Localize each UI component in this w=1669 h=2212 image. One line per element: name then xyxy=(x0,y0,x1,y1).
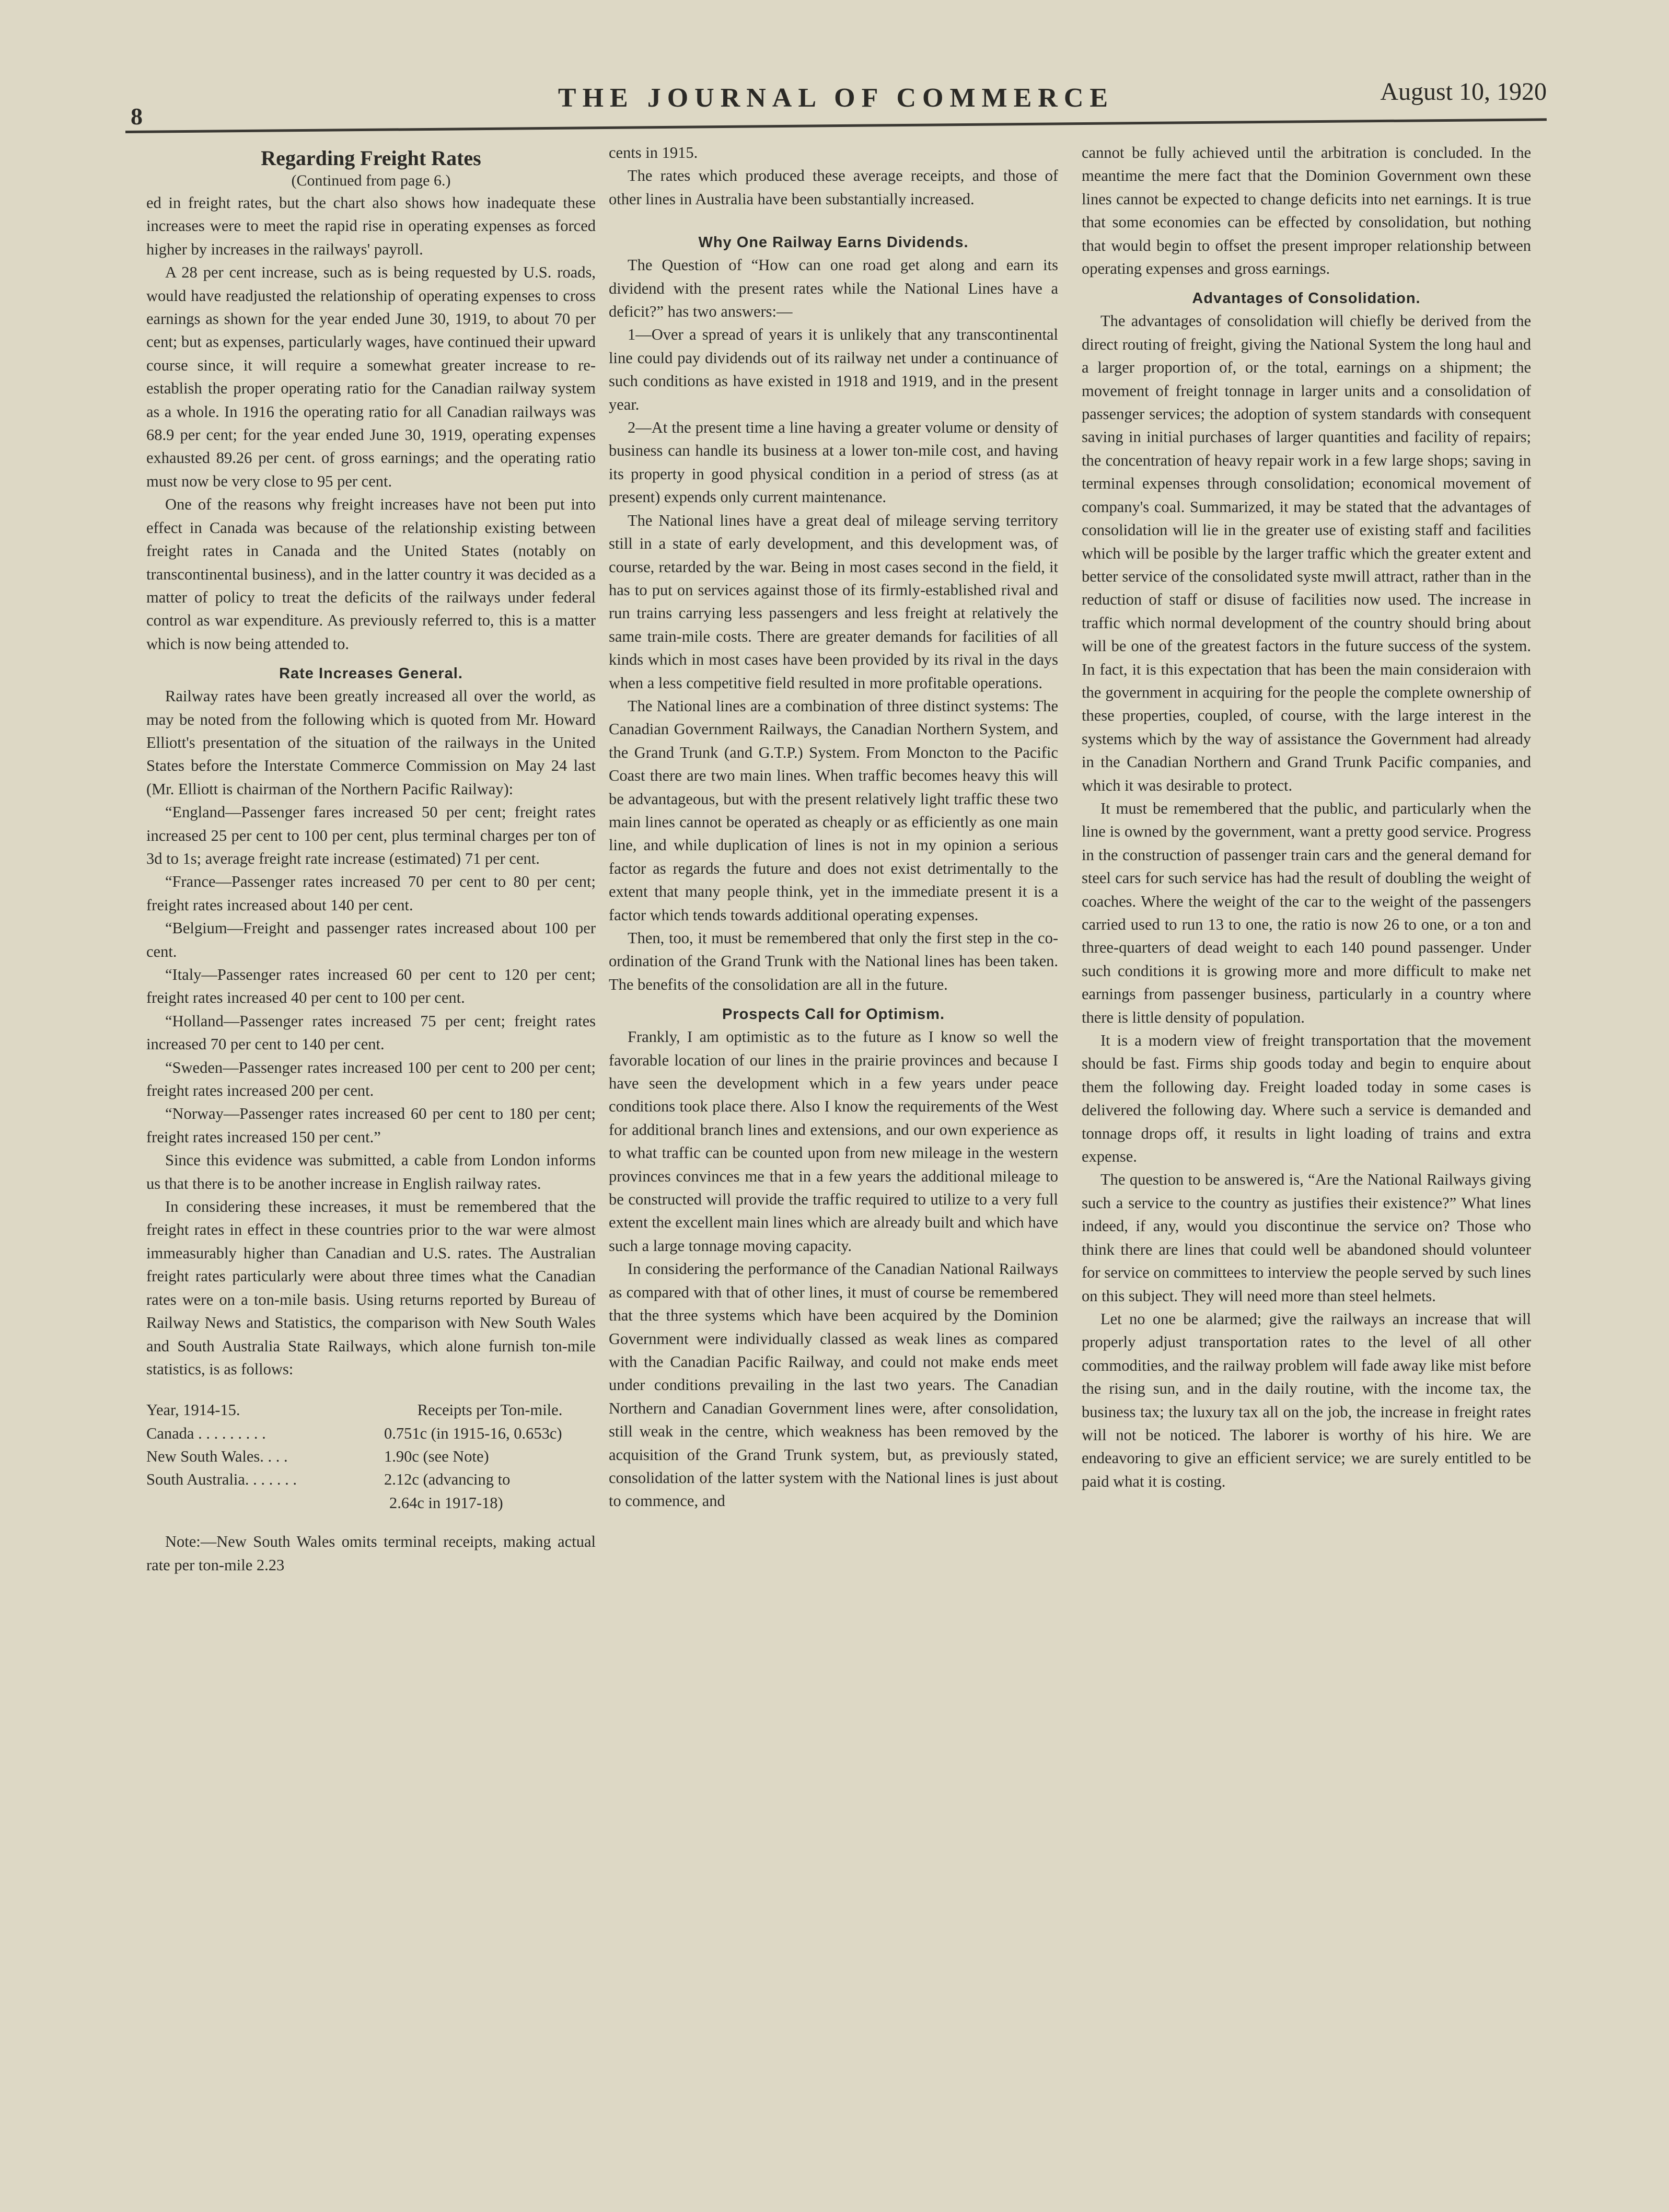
paragraph: A 28 per cent increase, such as is being requested by U.S. roads, would have readjusted the relationship of operating expenses to cross earnings as shown for the year ended June 30, 1919, to about 70 per cent; but as expenses, particularly wages, have continued their upward course since, it will require a somewhat greater increase to re-establish the proper operating ratio for the Canadian railway system as a whole. In 1916 the operating ratio for all Canadian railways was 68.9 per cent; for the year ended June 30, 1919, operating expenses exhausted 89.26 per cent. of gross earnings; and the operating ratio must now be very close to 95 per cent. xyxy=(146,263,596,490)
table-header-year: Year, 1914-15. xyxy=(146,1401,240,1419)
table-row xyxy=(146,1422,596,1445)
paragraph: ed in freight rates, but the chart also shows how inadequate these increases were to meet the rapid rise in operating expenses as forced higher by increases in the railways' payroll. xyxy=(146,194,596,258)
table-header-row xyxy=(146,1398,596,1421)
table-cell: South Australia. . . . . . . xyxy=(146,1470,297,1489)
quote-paragraph: “Holland—Passenger rates increased 75 per cent; freight rates increased 70 per cent to 140 per cent. xyxy=(146,1012,596,1053)
quote-paragraph: “England—Passenger fares increased 50 per cent; freight rates increased 25 per cent to 100 per cent, plus terminal charges per ton of 3d to 1s; average freight rate increase (estimated) 71 per cent. xyxy=(146,803,596,867)
paragraph: It is a modern view of freight transportation that the movement should be fast. Firms ship goods today and begin to enquire about them the following day. Freight loaded today in some cases is delivered the following day. Where such a service is demanded and tonnage drops off, it results in light loading of trains and extra expense. xyxy=(1082,1032,1531,1166)
table-cell: 0.751c (in 1915-16, 0.653c) xyxy=(384,1424,562,1442)
table-cell: New South Wales. . . . xyxy=(146,1447,288,1466)
table-cell: Canada . . . . . . . . . xyxy=(146,1424,266,1442)
paragraph: Railway rates have been greatly increased all over the world, as may be noted from the following which is quoted from Mr. Howard Elliott's presentation of the situation of the railways in the United States before the Interstate Commerce Commission on May 24 last (Mr. Elliott is chairman of the Northern Pacific Railway): xyxy=(146,687,596,798)
continued-note: (Continued from page 6.) xyxy=(291,172,451,189)
paragraph: In considering the performance of the Canadian National Railways as compared with that of other lines, it must of course be remembered that the three systems which have been acquired by the Dominion Government were individually classed as weak lines as compared with the Canadian Pacific Railway, and could not make ends meet under conditions prevailing in the last two years. The Canadian Northern and Canadian Government lines were, after consolidation, still weak in the centre, which weakness has been removed by the acquisition of the Grand Trunk system, but, as previously stated, consolidation of the latter system with the National lines is just about to commence, and xyxy=(609,1260,1058,1510)
paragraph: The National lines have a great deal of mileage serving territory still in a state of early development, and this development was, of course, retarded by the war. Being in most cases second in the field, it has to put on services against those of its firmly-established rival and run trains carrying less passengers and less freight at relatively the same train-mile costs. There are greater demands for facilities of all kinds which in most cases have been provided by its rival in the days when a less competitive field resulted in more profitable operations. xyxy=(609,511,1058,692)
journal-title: THE JOURNAL OF COMMERCE xyxy=(558,83,1115,113)
page-header xyxy=(125,78,1547,136)
table-row xyxy=(146,1468,596,1491)
quote-paragraph: “Sweden—Passenger rates increased 100 per cent to 200 per cent; freight rates increased 200 per cent. xyxy=(146,1058,596,1100)
paragraph: Frankly, I am optimistic as to the future as I know so well the favorable location of our lines in the prairie provinces and because I have seen the development which in a few years under peace conditions took place there. Also I know the requirements of the West for additional branch lines and extensions, and our own experience as to what traffic can be counted upon from new mileage in the western provinces convinces me that in a few years the additional mileage to be constructed will provide the traffic required to utilize to a very full extent the excellent main lines which are already built and which have such a large tonnage moving capacity. xyxy=(609,1028,1058,1255)
ton-mile-table xyxy=(146,1398,596,1514)
paragraph: Since this evidence was submitted, a cable from London informs us that there is to be another increase in English railway rates. xyxy=(146,1151,596,1192)
section-heading: Advantages of Consolidation. xyxy=(1192,290,1421,307)
section-heading: Why One Railway Earns Dividends. xyxy=(698,234,969,251)
quote-paragraph: “France—Passenger rates increased 70 per cent to 80 per cent; freight rates increased about 140 per cent. xyxy=(146,873,596,914)
column-2 xyxy=(609,141,1058,2106)
quote-paragraph: “Norway—Passenger rates increased 60 per cent to 180 per cent; freight rates increased 150 per cent.” xyxy=(146,1105,596,1146)
paragraph: The question to be answered is, “Are the National Railways giving such a service to the country as justifies their existence?” What lines indeed, if any, would you discontinue the service on? Those who think there are lines that could well be abandoned should volunteer for service on committees to interview the people served by such lines on this subject. They will need more than steel helmets. xyxy=(1082,1171,1531,1305)
paragraph: The advantages of consolidation will chiefly be derived from the direct routing of freight, giving the National System the long haul and a larger proportion of, or the total, earnings on a shipment; the movement of freight tonnage in larger units and a consolidation of passenger services; the adoption of system standards with consequent saving in initial purchases of larger quantities and facility of repairs; the concentration of heavy repair work in a few large shops; saving in terminal expenses through consolidation; economical movement of company's coal. Summarized, it may be stated that the advantages of consolidation will lie in the greater use of existing staff and facilities which will be posible by the larger traffic which the greater extent and better service of the consolidated syste mwill attract, rather than in the reduction of staff or disuse of facilities now used. The increase in traffic which normal development of the country should bring about will be one of the greatest factors in the future success of the system. In fact, it is this expectation that has been the main consideraion with the government in acquiring for the people the complete ownership of these properties, coupled, of course, with the large interest in the systems which by the way of assistance the Government had already in the Canadian Northern and Grand Trunk Pacific companies, and which it was desirable to protect. xyxy=(1082,312,1531,794)
quote-paragraph: “Belgium—Freight and passenger rates increased about 100 per cent. xyxy=(146,919,596,960)
page-number: 8 xyxy=(131,103,143,130)
paragraph: 2—At the present time a line having a greater volume or density of business can handle its business at a lower ton-mile cost, and having its property in good physical condition in a period of stress (as at present) expends only current maintenance. xyxy=(609,419,1058,506)
section-heading: Rate Increases General. xyxy=(279,665,463,682)
paragraph: The National lines are a combination of three distinct systems: The Canadian Government Railways, the Canadian Northern System, and the Grand Trunk (and G.T.P.) System. From Moncton to the Pacific Coast there are two main lines. When traffic becomes heavy this will be advantageous, but with the present relatively light traffic these two main lines cannot be operated as cheaply or as efficiently as one main line, and while duplication of lines is not in my opinion a serious factor as regards the future and does not exist detrimentally to the extent that many people think, yet in the immediate present it is a factor which tends towards additional operating expenses. xyxy=(609,697,1058,924)
issue-date: August 10, 1920 xyxy=(1380,78,1547,106)
table-row xyxy=(146,1445,596,1468)
article-heading: Regarding Freight Rates xyxy=(261,146,481,170)
paragraph: Let no one be alarmed; give the railways an increase that will properly adjust transportation rates to the level of all other commodities, and the railway problem will fade away like mist before the rising sun, and in the daily routine, with the income tax, the business tax; the luxury tax all on the job, the increase in freight rates will not be noticed. The laborer is worthy of his hire. We are endeavoring to give an efficient service; we are surely entitled to be paid what it is costing. xyxy=(1082,1310,1531,1490)
paragraph: Note:—New South Wales omits terminal receipts, making actual rate per ton-mile 2.23 xyxy=(146,1533,596,1574)
table-cell: 2.12c (advancing to xyxy=(384,1470,511,1489)
table-header-receipts: Receipts per Ton-mile. xyxy=(417,1401,563,1419)
paragraph: cents in 1915. xyxy=(609,144,698,161)
table-cell: 1.90c (see Note) xyxy=(384,1447,489,1466)
section-heading: Prospects Call for Optimism. xyxy=(722,1006,945,1023)
paragraph: cannot be fully achieved until the arbitration is concluded. In the meantime the mere fact that the Dominion Government own these lines cannot be expected to change deficits into net earnings. It is true that some economies can be effected by consolidation, but nothing that would begin to offset the present improper relationship between operating expenses and gross earnings. xyxy=(1082,144,1531,278)
paragraph: It must be remembered that the public, and particularly when the line is owned by the government, want a pretty good service. Progress in the construction of passenger train cars and the general demand for steel cars for such service has had the result of doubling the weight of coaches. Where the weight of the car to the weight of the passengers carried used to run 13 to one, the ratio is now 26 to one, or a ton and three-quarters of dead weight to each 140 pound passenger. Under such conditions it is growing more and more difficult to make net earnings from passenger business, particularly in a country where there is little density of population. xyxy=(1082,799,1531,1026)
table-cell: 2.64c in 1917-18) xyxy=(389,1493,503,1512)
paragraph: The rates which produced these average receipts, and those of other lines in Australia have been substantially increased. xyxy=(609,167,1058,208)
column-1 xyxy=(146,141,596,2106)
column-3 xyxy=(1082,141,1531,2106)
quote-paragraph: “Italy—Passenger rates increased 60 per cent to 120 per cent; freight rates increased 40 per cent to 100 per cent. xyxy=(146,966,596,1007)
paragraph: Then, too, it must be remembered that only the first step in the co-ordination of the Grand Trunk with the National lines has been taken. The benefits of the consolidation are all in the future. xyxy=(609,929,1058,993)
paragraph: 1—Over a spread of years it is unlikely that any transcontinental line could pay dividends out of its railway net under a continuance of such conditions as have existed in 1918 and 1919, and in the present year. xyxy=(609,326,1058,413)
paragraph: One of the reasons why freight increases have not been put into effect in Canada was because of the relationship existing between freight rates in Canada and the United States (notably on transcontinental business), and in the latter country it was decided as a matter of policy to treat the deficits of the railways under federal control as war expenditure. As previously referred to, this is a matter which is now being attended to. xyxy=(146,495,596,653)
paragraph: The Question of “How can one road get along and earn its dividend with the present rates while the National Lines have a deficit?” has two answers:— xyxy=(609,256,1058,321)
paragraph: In considering these increases, it must be remembered that the freight rates in effect in these countries prior to the war were almost immeasurably higher than Canadian and U.S. rates. The Australian freight rates particularly were about three times what the Canadian rates were on a ton-mile basis. Using returns reported by Bureau of Railway News and Statistics, the comparison with New South Wales and South Australia State Railways, which alone furnish ton-mile statistics, is as follows: xyxy=(146,1198,596,1378)
